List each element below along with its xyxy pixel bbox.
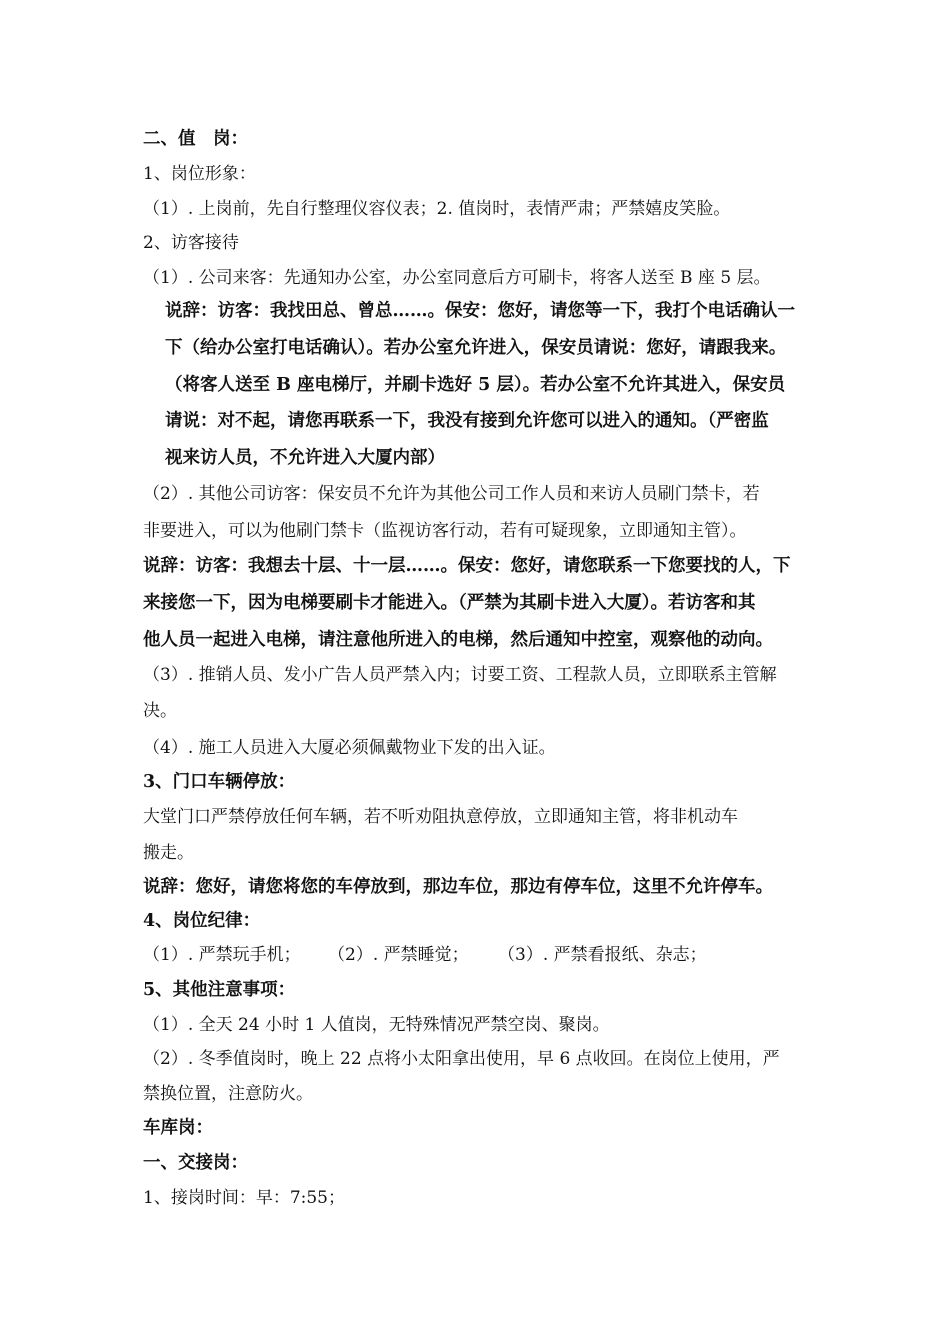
subheading: 1、岗位形象： — [143, 164, 256, 184]
script-line: 视来访人员，不允许进入大厦内部） — [165, 448, 445, 468]
paragraph-line: 搬走。 — [143, 843, 194, 863]
paragraph-line: （3）. 推销人员、发小广告人员严禁入内；讨要工资、工程款人员，立即联系主管解 — [143, 665, 777, 685]
rule-item: （2）. 严禁睡觉； — [328, 945, 469, 965]
paragraph-line: 非要进入，可以为他刷门禁卡（监视访客行动，若有可疑现象，立即通知主管）。 — [143, 521, 747, 541]
script-line: （将客人送至 B 座电梯厅，并刷卡选好 5 层）。若办公室不允许其进入，保安员 — [165, 375, 786, 395]
paragraph-line: （1）. 全天 24 小时 1 人值岗，无特殊情况严禁空岗、聚岗。 — [143, 1015, 610, 1035]
paragraph-line: 大堂门口严禁停放任何车辆，若不听劝阻执意停放，立即通知主管，将非机动车 — [143, 807, 738, 827]
rules-row — [143, 944, 823, 966]
rule-item: （1）. 严禁玩手机； — [143, 945, 301, 965]
section-heading: 一、交接岗： — [143, 1153, 248, 1173]
section-heading: 车库岗： — [143, 1118, 213, 1138]
script-line: 请说：对不起，请您再联系一下，我没有接到允许您可以进入的通知。（严密监 — [165, 411, 769, 431]
section-heading: 二、值 岗： — [143, 129, 248, 149]
script-line: 下（给办公室打电话确认）。若办公室允许进入，保安员请说：您好，请跟我来。 — [165, 338, 787, 358]
subheading: 2、访客接待 — [143, 233, 239, 253]
subheading: 4、岗位纪律： — [143, 911, 261, 931]
subheading: 5、其他注意事项： — [143, 980, 296, 1000]
script-line: 他人员一起进入电梯，请注意他所进入的电梯，然后通知中控室，观察他的动向。 — [143, 630, 773, 650]
paragraph-line: 决。 — [143, 701, 177, 721]
script-line: 说辞：访客：我找田总、曾总……。保安：您好，请您等一下，我打个电话确认一 — [165, 301, 795, 321]
subheading: 3、门口车辆停放： — [143, 772, 296, 792]
paragraph-line: 禁换位置，注意防火。 — [143, 1084, 313, 1104]
script-line: 说辞：访客：我想去十层、十一层……。保安：您好，请您联系一下您要找的人，下 — [143, 556, 791, 576]
paragraph-line: （1）. 公司来客：先通知办公室，办公室同意后方可刷卡，将客人送至 B 座 5 层。 — [143, 268, 771, 288]
script-line: 说辞：您好，请您将您的车停放到，那边车位，那边有停车位，这里不允许停车。 — [143, 877, 773, 897]
script-line: 来接您一下，因为电梯要刷卡才能进入。（严禁为其刷卡进入大厦）。若访客和其 — [143, 593, 756, 613]
paragraph-line: 1、接岗时间：早：7:55； — [143, 1188, 345, 1208]
paragraph-line: （1）. 上岗前，先自行整理仪容仪表；2. 值岗时，表情严肃；严禁嬉皮笑脸。 — [143, 199, 731, 219]
rule-item: （3）. 严禁看报纸、杂志； — [498, 945, 707, 965]
paragraph-line: （2）. 其他公司访客：保安员不允许为其他公司工作人员和来访人员刷门禁卡，若 — [143, 484, 760, 504]
paragraph-line: （2）. 冬季值岗时，晚上 22 点将小太阳拿出使用，早 6 点收回。在岗位上使用，严 — [143, 1049, 780, 1069]
paragraph-line: （4）. 施工人员进入大厦必须佩戴物业下发的出入证。 — [143, 738, 556, 758]
